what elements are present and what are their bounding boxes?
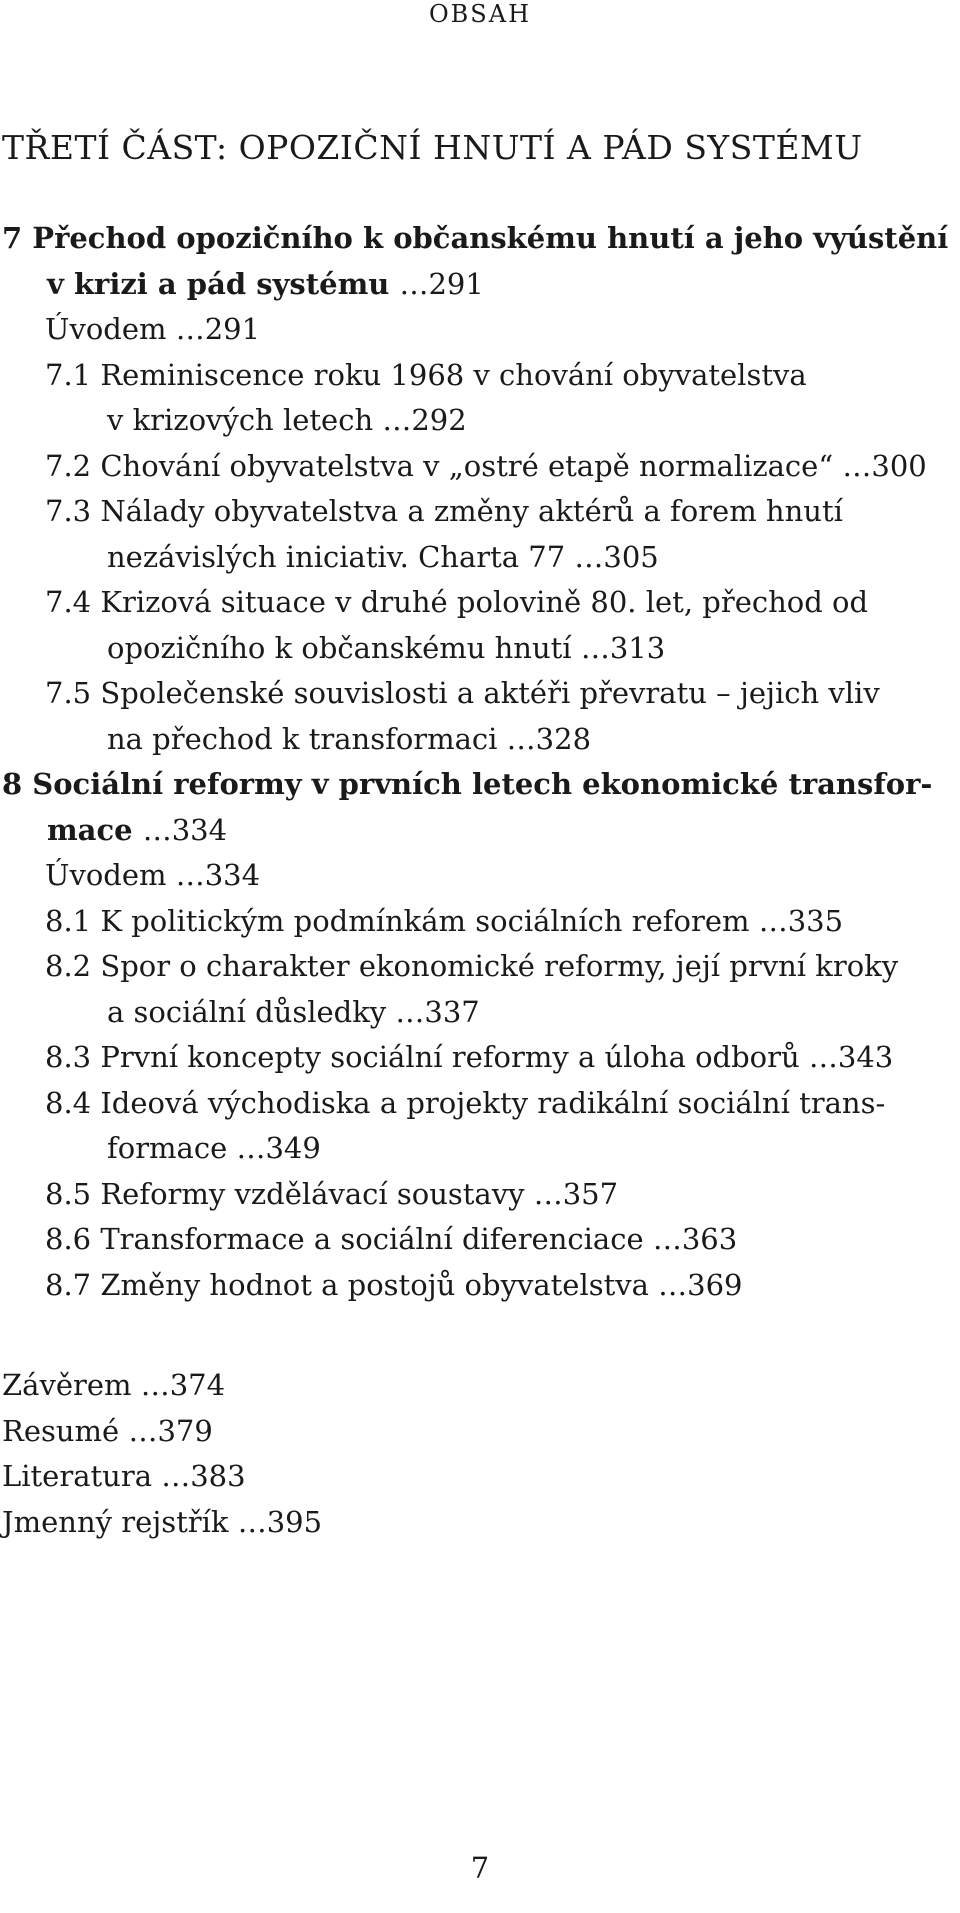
toc-entry-section <box>0 353 955 444</box>
back-matter-list <box>2 1363 322 1545</box>
entry-page-number: …349 <box>236 1131 321 1165</box>
entry-continuation-line <box>45 717 955 763</box>
entry-continuation-line <box>45 626 955 672</box>
table-of-contents <box>0 216 955 1308</box>
entry-title-line: formace <box>107 1131 228 1165</box>
entry-continuation-line <box>45 535 955 581</box>
entry-title-line: 7.5 Společenské souvislosti a aktéři převratu – jejich vliv <box>45 676 880 710</box>
entry-page-number: …313 <box>580 630 666 665</box>
part-title: TŘETÍ ČÁST: OPOZIČNÍ HNUTÍ A PÁD SYSTÉMU <box>2 128 863 167</box>
toc-entry-section <box>0 489 955 580</box>
entry-page-number: …343 <box>808 1040 894 1074</box>
entry-title-line: 7.4 Krizová situace v druhé polovině 80. let, přechod od <box>45 585 869 619</box>
entry-title-line: 8.4 Ideová východiska a projekty radikální sociální trans- <box>45 1085 886 1120</box>
entry-page-number: …357 <box>533 1176 619 1211</box>
toc-entry-section <box>0 1172 955 1218</box>
entry-page-number: …305 <box>574 539 659 574</box>
toc-entry-back-item <box>2 1500 322 1546</box>
entry-page-number: …328 <box>506 721 592 756</box>
entry-page-number: …335 <box>758 903 844 938</box>
entry-continuation-line <box>2 808 955 854</box>
toc-entry-section <box>0 944 955 1035</box>
entry-page-number: …363 <box>652 1222 738 1256</box>
entry-page-number: …379 <box>128 1413 213 1448</box>
toc-entry-section <box>0 444 955 490</box>
toc-entry-back-item <box>2 1454 322 1500</box>
entry-page-number: …291 <box>399 266 484 301</box>
toc-entry-section <box>0 1081 955 1172</box>
toc-entry-back-item <box>2 1363 322 1409</box>
entry-page-number: …395 <box>237 1504 323 1539</box>
entry-title-line: Závěrem <box>2 1368 132 1402</box>
toc-entry-section <box>0 1035 955 1081</box>
entry-title-line: nezávislých iniciativ. Charta 77 <box>107 539 566 574</box>
running-head: OBSAH <box>428 0 531 28</box>
toc-entry-intro <box>0 853 955 899</box>
entry-page-number: …383 <box>161 1459 246 1493</box>
entry-page-number: …292 <box>382 403 467 437</box>
entry-page-number: …374 <box>140 1368 226 1402</box>
entry-title-line: v krizových letech <box>107 403 374 437</box>
entry-title-line: na přechod k transformaci <box>107 721 498 756</box>
toc-entry-chapter <box>0 216 955 307</box>
entry-title-line: Resumé <box>2 1413 120 1448</box>
toc-entry-back-item <box>2 1409 322 1455</box>
entry-title-line: 8.5 Reformy vzdělávací soustavy <box>45 1176 525 1211</box>
entry-continuation-line <box>45 398 955 444</box>
entry-page-number: …291 <box>175 312 261 346</box>
entry-title-line: 8.3 První koncepty sociální reformy a úloha odborů <box>45 1040 800 1074</box>
entry-title-line: a sociální důsledky <box>107 994 387 1029</box>
entry-title-line: mace <box>47 812 133 847</box>
toc-entry-section <box>0 671 955 762</box>
toc-entry-section <box>0 1217 955 1263</box>
entry-title-line: 7.1 Reminiscence roku 1968 v chování obyvatelstva <box>45 357 807 392</box>
entry-title-line: Úvodem <box>45 858 167 892</box>
entry-title-line: Literatura <box>2 1459 152 1493</box>
entry-page-number: …334 <box>142 812 228 847</box>
toc-entry-section <box>0 580 955 671</box>
toc-entry-chapter <box>0 762 955 853</box>
entry-title-line: 7 Přechod opozičního k občanskému hnutí a jeho vyústění <box>2 221 949 255</box>
entry-continuation-line <box>2 262 955 308</box>
entry-title-line: 8.1 K politickým podmínkám sociálních reforem <box>45 903 750 938</box>
entry-title-line: 8.7 Změny hodnot a postojů obyvatelstva <box>45 1267 649 1302</box>
entry-title-line: 8.2 Spor o charakter ekonomické reformy, její první kroky <box>45 949 899 983</box>
toc-entry-section <box>0 899 955 945</box>
entry-title-line: Jmenný rejstřík <box>2 1504 229 1539</box>
entry-continuation-line <box>45 990 955 1036</box>
entry-page-number: …334 <box>175 858 261 892</box>
entry-title-line: 8.6 Transformace a sociální diferenciace <box>45 1222 644 1256</box>
toc-entry-section <box>0 1263 955 1309</box>
entry-page-number: …337 <box>395 994 480 1029</box>
entry-page-number: …300 <box>842 448 927 483</box>
entry-title-line: v krizi a pád systému <box>47 266 390 301</box>
entry-continuation-line <box>45 1126 955 1172</box>
entry-page-number: …369 <box>658 1267 743 1302</box>
entry-title-line: opozičního k občanskému hnutí <box>107 630 572 665</box>
page-number: 7 <box>470 1851 490 1885</box>
entry-title-line: 7.3 Nálady obyvatelstva a změny aktérů a forem hnutí <box>45 494 843 528</box>
toc-entry-intro <box>0 307 955 353</box>
entry-title-line: 7.2 Chování obyvatelstva v „ostré etapě normalizace“ <box>45 448 834 483</box>
entry-title-line: Úvodem <box>45 312 167 346</box>
entry-title-line: 8 Sociální reformy v prvních letech ekonomické transfor- <box>2 767 933 801</box>
